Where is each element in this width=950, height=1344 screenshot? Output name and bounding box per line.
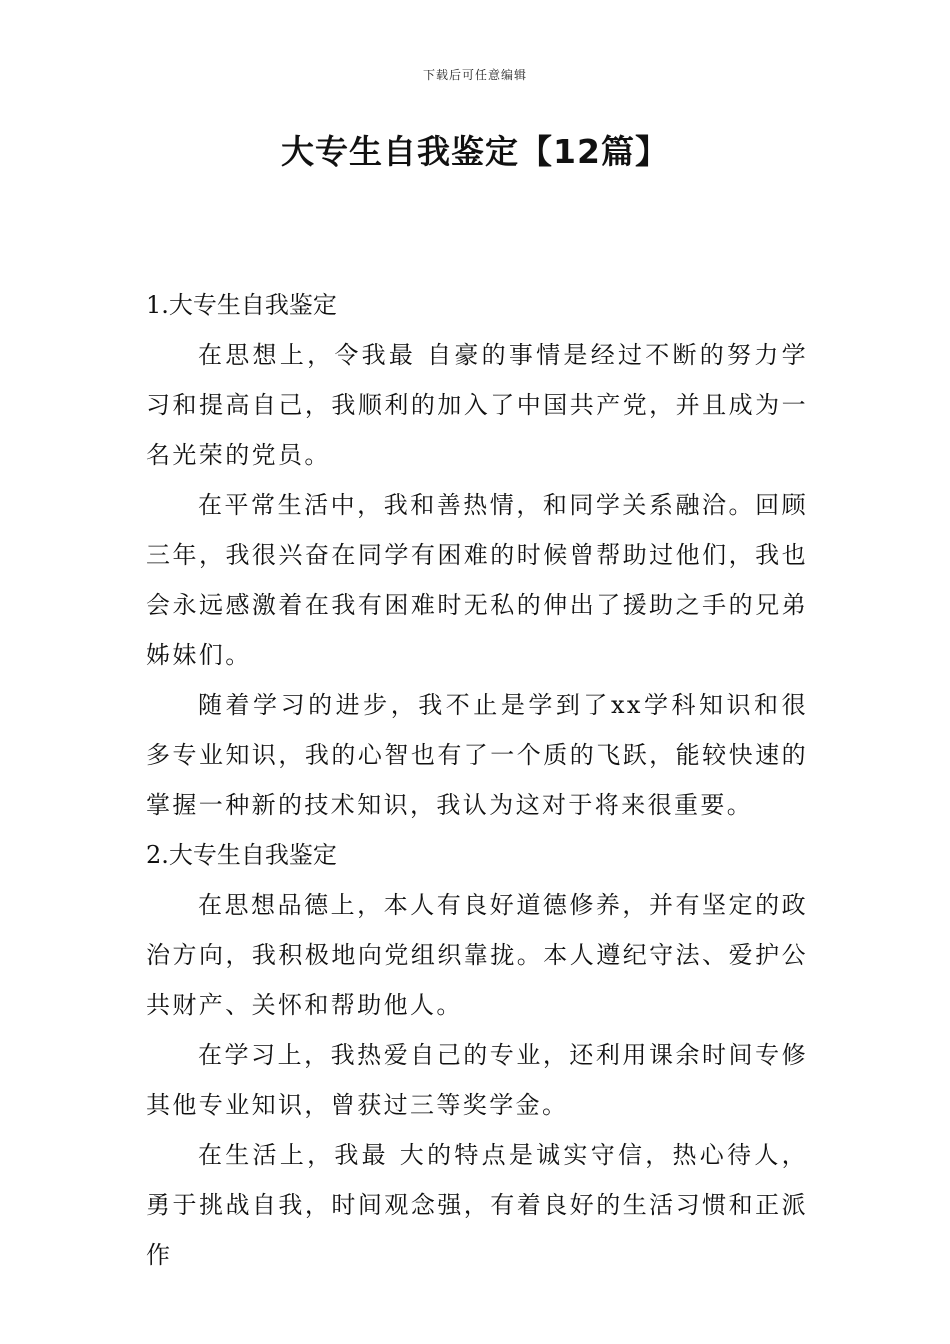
document-title: 大专生自我鉴定【12篇】: [281, 132, 669, 171]
paragraph: 在学习上，我热爱自己的专业，还利用课余时间专修其他专业知识，曾获过三等奖学金。: [146, 1041, 808, 1119]
header-note: 下载后可任意编辑: [422, 68, 527, 82]
paragraph: 在思想品德上，本人有良好道德修养，并有坚定的政治方向，我积极地向党组织靠拢。本人遵纪守法、爱护公共财产、关怀和帮助他人。: [146, 891, 808, 1019]
paragraph: 随着学习的进步，我不止是学到了xx学科知识和很多专业知识，我的心智也有了一个质的飞跃，能较快速的掌握一种新的技术知识，我认为这对于将来很重要。: [146, 691, 808, 819]
document-body: [146, 280, 808, 1280]
paragraph: 在生活上，我最 大的特点是诚实守信，热心待人，勇于挑战自我，时间观念强，有着良好的生活习惯和正派作: [146, 1141, 808, 1269]
section-heading: 2.大专生自我鉴定: [146, 841, 337, 869]
paragraph: 在思想上，令我最 自豪的事情是经过不断的努力学习和提高自己，我顺利的加入了中国共产党，并且成为一名光荣的党员。: [146, 341, 808, 469]
section-heading: 1.大专生自我鉴定: [146, 291, 337, 319]
section-1: [146, 280, 808, 830]
paragraph: 在平常生活中，我和善热情，和同学关系融洽。回顾三年，我很兴奋在同学有困难的时候曾帮助过他们，我也会永远感激着在我有困难时无私的伸出了援助之手的兄弟姊妹们。: [146, 491, 808, 669]
section-2: [146, 830, 808, 1280]
